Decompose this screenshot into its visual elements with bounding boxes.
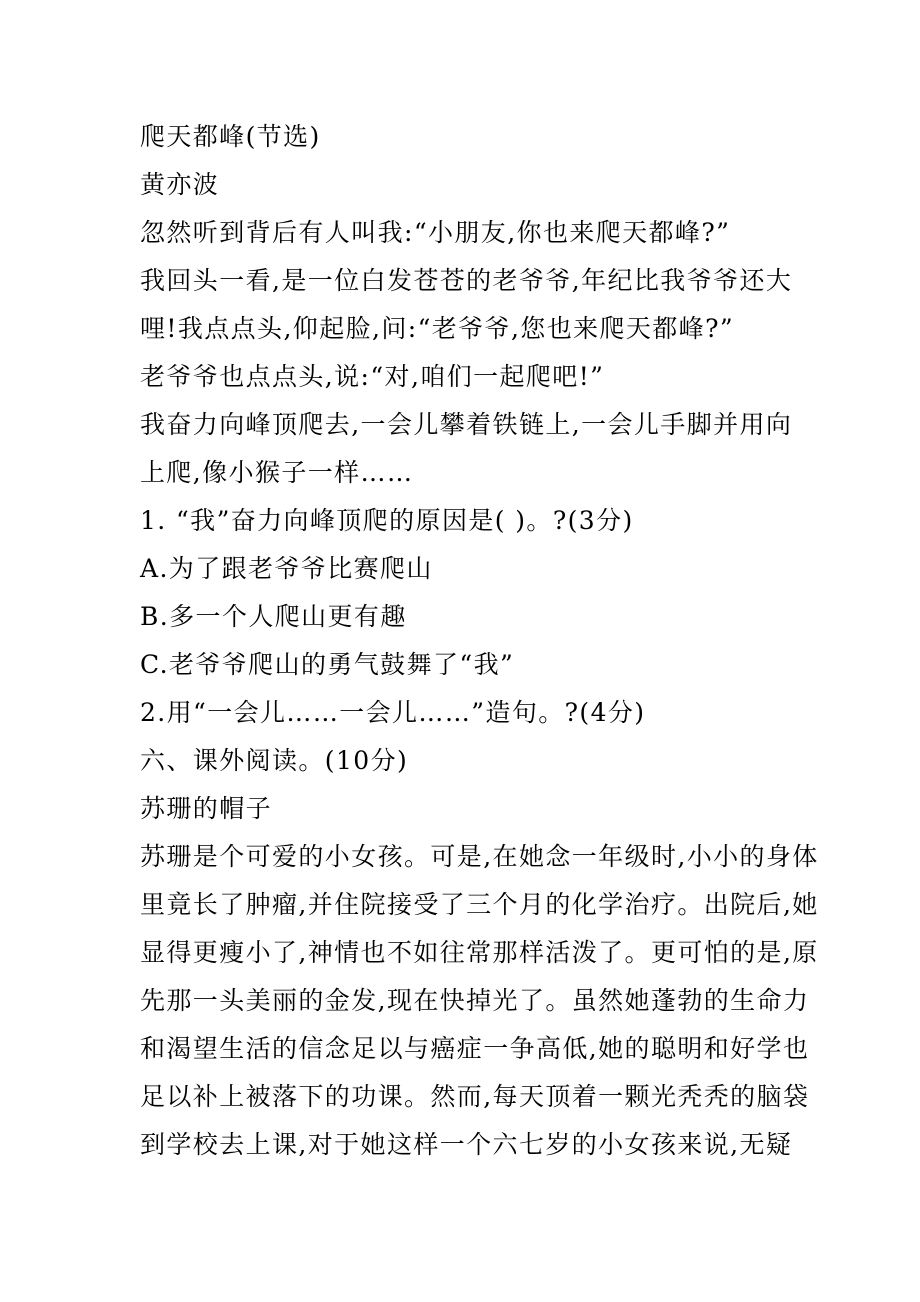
story-paragraph-line: 我回头一看,是一位白发苍苍的老爷爷,年纪比我爷爷还大: [140, 266, 793, 295]
story-paragraph-line: 我奋力向峰顶爬去,一会儿攀着铁链上,一会儿手脚并用向: [140, 410, 793, 439]
reading-paragraph-line: 显得更瘦小了,神情也不如往常那样活泼了。更可怕的是,原: [140, 938, 819, 967]
question-2: 2.用“一会儿……一会儿……”造句。?(4分): [140, 698, 646, 727]
story-paragraph-line: 忽然听到背后有人叫我:“小朋友,你也来爬天都峰?”: [140, 218, 731, 247]
story-paragraph-line: 上爬,像小猴子一样……: [140, 458, 414, 487]
story-paragraph-line: 老爷爷也点点头,说:“对,咱们一起爬吧!”: [140, 362, 605, 391]
reading-paragraph-line: 先那一头美丽的金发,现在快掉光了。虽然她蓬勃的生命力: [140, 986, 810, 1015]
story-author: 黄亦波: [140, 170, 220, 199]
section-heading: 六、课外阅读。(10分): [140, 746, 409, 775]
reading-paragraph-line: 和渴望生活的信念足以与癌症一争高低,她的聪明和好学也: [140, 1034, 810, 1063]
question-1-option-a: A.为了跟老爷爷比赛爬山: [140, 554, 433, 583]
reading-paragraph-line: 苏珊是个可爱的小女孩。可是,在她念一年级时,小小的身体: [140, 842, 819, 871]
reading-paragraph-line: 里竟长了肿瘤,并住院接受了三个月的化学治疗。出院后,她: [140, 890, 819, 919]
reading-paragraph-line: 到学校去上课,对于她这样一个六七岁的小女孩来说,无疑: [140, 1130, 793, 1159]
question-1-option-b: B.多一个人爬山更有趣: [140, 602, 407, 631]
question-1-option-c: C.老爷爷爬山的勇气鼓舞了“我”: [140, 650, 515, 679]
story-paragraph-line: 哩!我点点头,仰起脸,问:“老爷爷,您也来爬天都峰?”: [140, 314, 735, 343]
document-body: [140, 113, 819, 1169]
story-title: 爬天都峰(节选): [140, 122, 321, 151]
question-1: 1. “我”奋力向峰顶爬的原因是( )。?(3分): [140, 506, 634, 535]
reading-title: 苏珊的帽子: [140, 794, 273, 823]
reading-paragraph-line: 足以补上被落下的功课。然而,每天顶着一颗光秃秃的脑袋: [140, 1082, 810, 1111]
